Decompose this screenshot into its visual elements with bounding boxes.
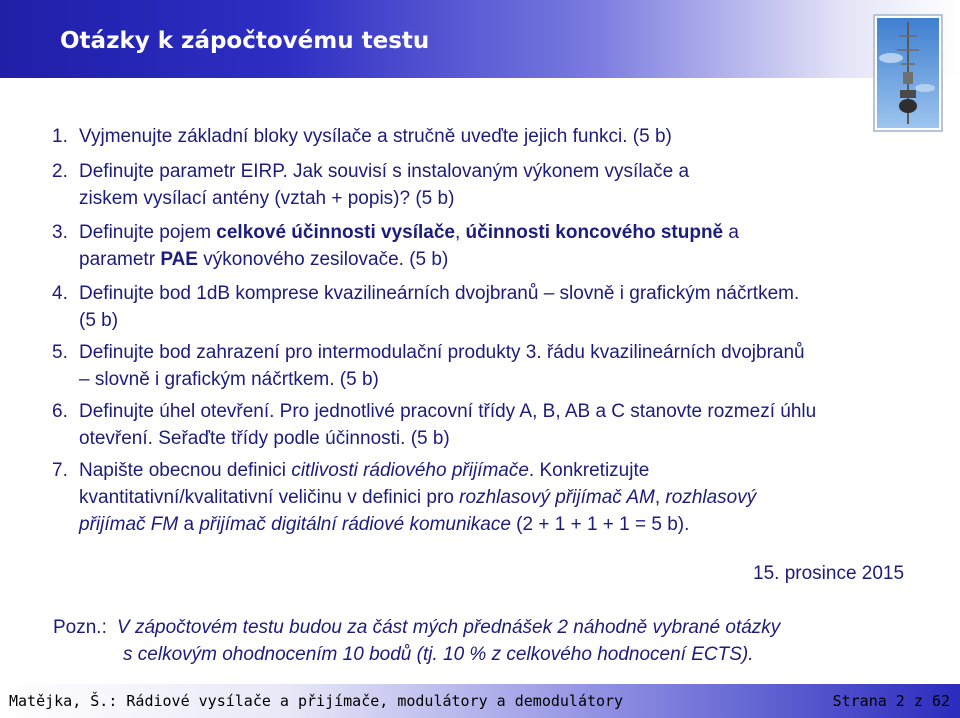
question-text-line [79, 307, 118, 334]
question-text-line [79, 185, 454, 212]
question-text-line [79, 484, 756, 511]
italic-term: přijímač FM [79, 514, 179, 535]
text-run: a [723, 222, 739, 243]
footer-bar [0, 684, 960, 718]
text-run: Definujte parametr EIRP. Jak souvisí s instalovaným výkonem vysílače a [79, 161, 690, 182]
text-run: a [178, 514, 200, 535]
bold-term: PAE [160, 249, 198, 270]
question-number: 2. [52, 161, 68, 182]
antenna-mast-icon [877, 18, 939, 128]
note-text: V zápočtovém testu budou za část mých přednášek 2 náhodně vybrané otázky [117, 617, 781, 638]
question-text-line [79, 425, 450, 452]
text-run: (5 b) [79, 310, 119, 331]
text-run: Definujte bod 1dB komprese kvazilineárních dvojbranů – slovně i grafickým náčrtkem. [79, 283, 800, 304]
antenna-mast-photo [873, 14, 943, 132]
question-text-line [79, 398, 816, 425]
question-text-line [79, 158, 689, 185]
question-text-line [79, 219, 739, 246]
text-run: Definujte úhel otevření. Pro jednotlivé pracovní třídy A, B, AB a C stanovte rozmezí úhlu [79, 401, 817, 422]
bold-term: celkové účinnosti vysílače [216, 222, 455, 243]
text-run: kvantitativní/kvalitativní veličinu v definici pro [79, 487, 460, 508]
text-run: Definujte pojem [79, 222, 217, 243]
italic-term: citlivosti rádiového přijímače [291, 460, 529, 481]
question-text-line [79, 246, 448, 273]
question-number: 5. [52, 342, 68, 363]
italic-term: přijímač digitální rádiové komunikace [199, 514, 511, 535]
text-run: , [454, 222, 466, 243]
italic-term: rozhlasový [665, 487, 757, 508]
footer-author-title: Matějka, Š.: Rádiové vysílače a přijímače, modulátory a demodulátory [9, 692, 624, 710]
text-run: . Konkretizujte [528, 460, 650, 481]
question-text-line [79, 457, 649, 484]
text-run: parametr [79, 249, 161, 270]
question-number: 7. [52, 460, 68, 481]
slide-title: Otázky k zápočtovému testu [60, 28, 430, 54]
text-run: ziskem vysílací antény (vztah + popis)? (5 b) [79, 188, 455, 209]
text-run: – slovně i grafickým náčrtkem. (5 b) [79, 369, 379, 390]
text-run: Definujte bod zahrazení pro intermodulační produkty 3. řádu kvazilineárních dvojbranů [79, 342, 805, 363]
question-number: 3. [52, 222, 68, 243]
question-text-line [79, 339, 805, 366]
text-run: (2 + 1 + 1 + 1 = 5 b). [510, 514, 690, 535]
date-label: 15. prosince 2015 [753, 563, 905, 584]
text-run: Vyjmenujte základní bloky vysílače a stručně uveďte jejich funkci. (5 b) [79, 126, 672, 147]
question-text-line [79, 123, 672, 150]
title-bar [0, 0, 960, 78]
question-number: 6. [52, 401, 68, 422]
page-number: Strana 2 z 62 [832, 692, 950, 710]
note-label: Pozn.: [53, 617, 107, 638]
text-run: , [654, 487, 666, 508]
text-run: otevření. Seřaďte třídy podle účinnosti. (5 b) [79, 428, 450, 449]
question-text-line [79, 511, 689, 538]
text-run: výkonového zesilovače. (5 b) [197, 249, 449, 270]
italic-term: rozhlasový přijímač AM [459, 487, 655, 508]
question-number: 1. [52, 126, 68, 147]
question-text-line [79, 280, 799, 307]
note-text: s celkovým ohodnocením 10 bodů (tj. 10 % z celkového hodnocení ECTS). [123, 644, 754, 665]
question-text-line [79, 366, 379, 393]
text-run: Napište obecnou definici [79, 460, 292, 481]
bold-term: účinnosti koncového stupně [465, 222, 724, 243]
question-number: 4. [52, 283, 68, 304]
